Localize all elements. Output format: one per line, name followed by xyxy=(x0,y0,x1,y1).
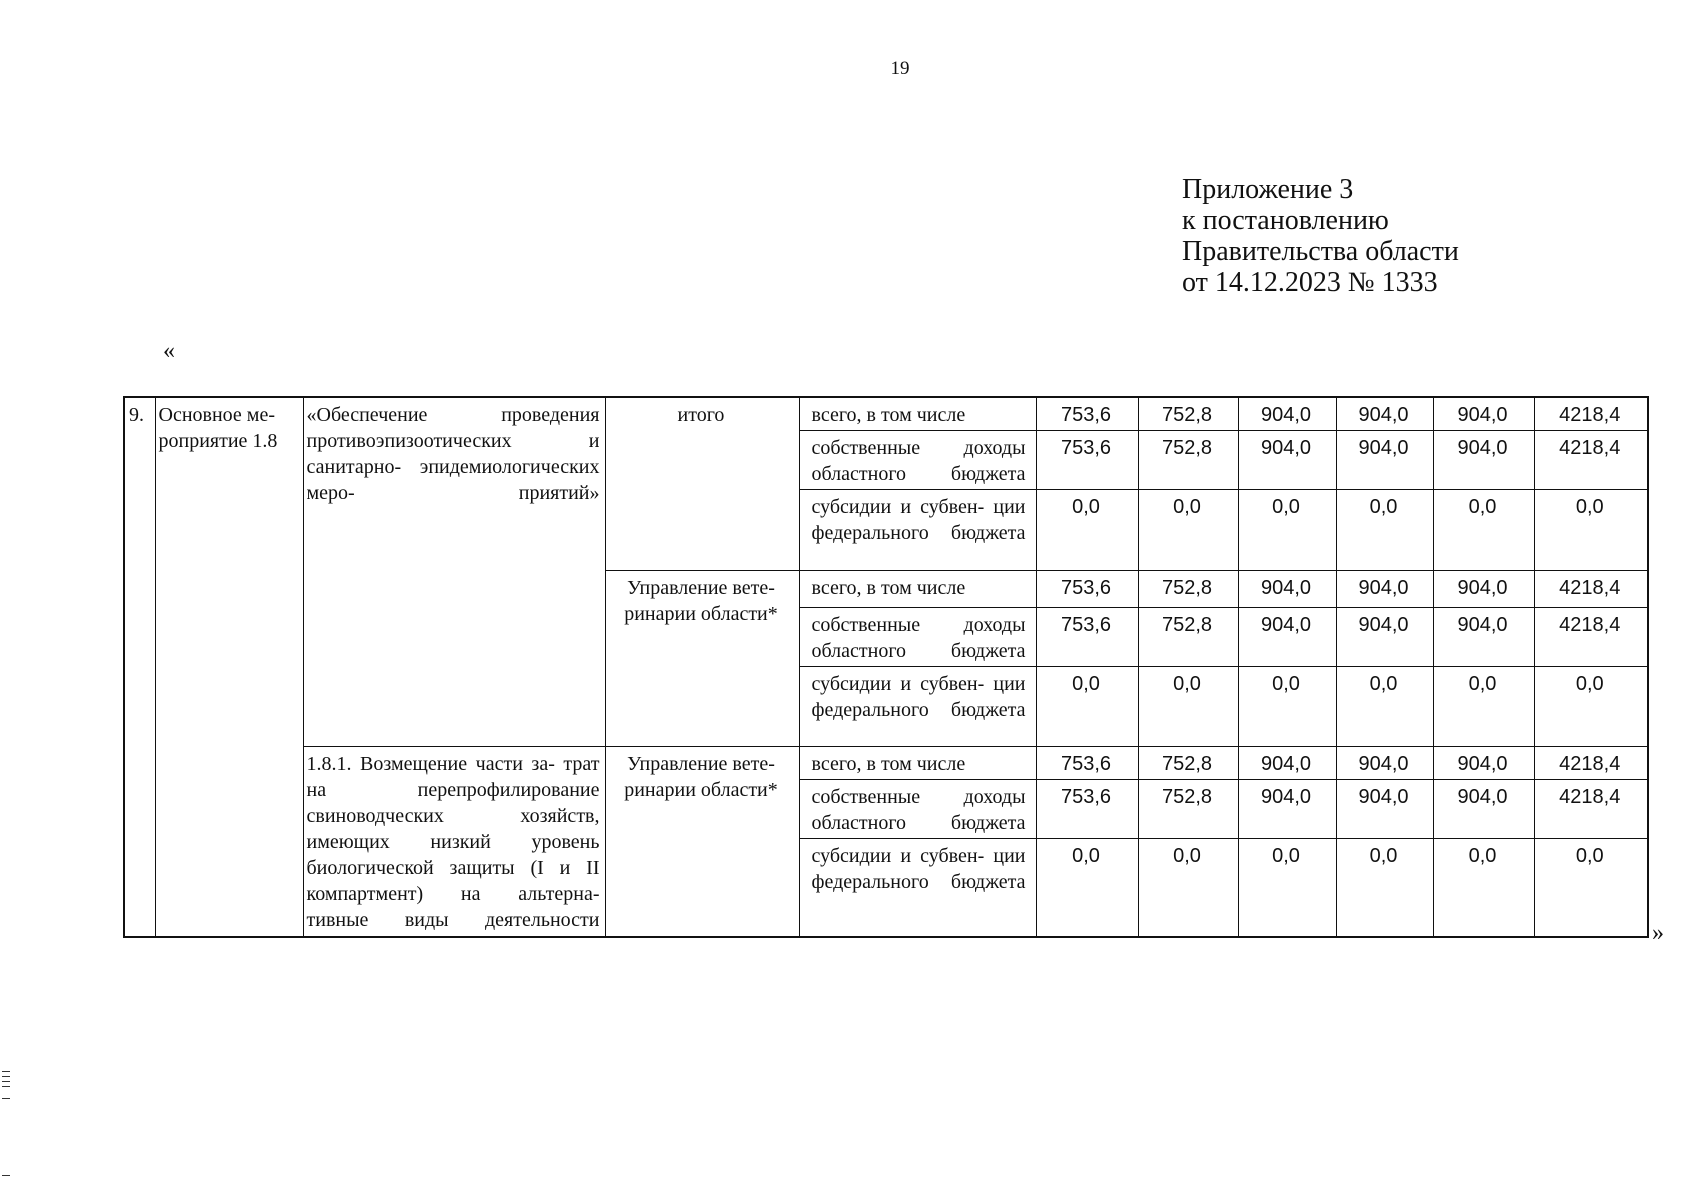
source-own: собственные доходы областного бюджета xyxy=(799,608,1036,667)
margin-tick xyxy=(2,1098,10,1099)
source-total: всего, в том числе xyxy=(799,747,1036,780)
value-cell: 904,0 xyxy=(1336,397,1433,431)
activity-cell: Основное ме- роприятие 1.8 xyxy=(155,397,303,937)
row-number: 9. xyxy=(124,397,155,937)
value-cell: 0,0 xyxy=(1238,490,1336,571)
value-cell: 904,0 xyxy=(1238,431,1336,490)
value-cell: 4218,4 xyxy=(1534,397,1648,431)
value-cell: 0,0 xyxy=(1336,839,1433,937)
margin-tick xyxy=(2,1071,10,1072)
value-cell: 752,8 xyxy=(1138,780,1238,839)
value-cell: 0,0 xyxy=(1534,667,1648,747)
value-cell: 904,0 xyxy=(1238,747,1336,780)
closing-quote: » xyxy=(1652,920,1664,946)
value-cell: 0,0 xyxy=(1433,490,1534,571)
value-cell: 0,0 xyxy=(1433,839,1534,937)
value-cell: 753,6 xyxy=(1036,571,1138,608)
subactivity-name-text: 1.8.1. Возмещение части за- трат на перепрофилирование свиноводческих хозяйств, имеющих низкий уровень биологической защиты (I и II компартмент) на альтерна- тивные виды деятельности xyxy=(306,753,600,931)
value-cell: 752,8 xyxy=(1138,571,1238,608)
executor-total: итого xyxy=(605,397,799,571)
executor-department: Управление вете- ринарии области* xyxy=(605,571,799,747)
value-cell: 904,0 xyxy=(1238,780,1336,839)
value-cell: 753,6 xyxy=(1036,747,1138,780)
value-cell: 904,0 xyxy=(1238,397,1336,431)
source-total: всего, в том числе xyxy=(799,571,1036,608)
value-cell: 0,0 xyxy=(1433,667,1534,747)
value-cell: 0,0 xyxy=(1036,667,1138,747)
value-cell: 0,0 xyxy=(1036,839,1138,937)
source-own: собственные доходы областного бюджета xyxy=(799,780,1036,839)
source-own: собственные доходы областного бюджета xyxy=(799,431,1036,490)
source-federal: субсидии и субвен- ции федерального бюджета xyxy=(799,839,1036,937)
value-cell: 753,6 xyxy=(1036,608,1138,667)
value-cell: 0,0 xyxy=(1138,490,1238,571)
value-cell: 904,0 xyxy=(1433,608,1534,667)
margin-tick xyxy=(2,1175,10,1176)
table-row xyxy=(124,397,1648,431)
appendix-line-3: Правительства области xyxy=(1182,236,1459,267)
subactivity-name xyxy=(303,747,605,937)
value-cell: 752,8 xyxy=(1138,608,1238,667)
funding-table xyxy=(123,396,1649,938)
activity-name-text: «Обеспечение проведения противоэпизоотических и санитарно- эпидемиологических меро- приятий» xyxy=(306,404,600,504)
value-cell: 0,0 xyxy=(1336,667,1433,747)
value-cell: 904,0 xyxy=(1433,431,1534,490)
appendix-header xyxy=(1182,174,1459,298)
appendix-line-4: от 14.12.2023 № 1333 xyxy=(1182,267,1438,298)
value-cell: 904,0 xyxy=(1238,608,1336,667)
value-cell: 0,0 xyxy=(1138,667,1238,747)
value-cell: 4218,4 xyxy=(1534,747,1648,780)
value-cell: 0,0 xyxy=(1534,839,1648,937)
value-cell: 904,0 xyxy=(1336,608,1433,667)
source-total: всего, в том числе xyxy=(799,397,1036,431)
value-cell: 904,0 xyxy=(1433,571,1534,608)
value-cell: 753,6 xyxy=(1036,397,1138,431)
table-row xyxy=(124,747,1648,780)
activity-name xyxy=(303,397,605,747)
value-cell: 904,0 xyxy=(1433,780,1534,839)
value-cell: 0,0 xyxy=(1336,490,1433,571)
value-cell: 904,0 xyxy=(1336,571,1433,608)
value-cell: 904,0 xyxy=(1433,747,1534,780)
margin-tick xyxy=(2,1086,10,1087)
value-cell: 4218,4 xyxy=(1534,608,1648,667)
value-cell: 4218,4 xyxy=(1534,780,1648,839)
appendix-line-2: к постановлению xyxy=(1182,205,1389,236)
executor-department: Управление вете- ринарии области* xyxy=(605,747,799,937)
value-cell: 753,6 xyxy=(1036,780,1138,839)
value-cell: 904,0 xyxy=(1238,571,1336,608)
value-cell: 904,0 xyxy=(1336,780,1433,839)
value-cell: 752,8 xyxy=(1138,431,1238,490)
source-federal: субсидии и субвен- ции федерального бюджета xyxy=(799,667,1036,747)
margin-tick xyxy=(2,1081,10,1082)
value-cell: 753,6 xyxy=(1036,431,1138,490)
page-number: 19 xyxy=(890,58,910,79)
value-cell: 904,0 xyxy=(1336,431,1433,490)
value-cell: 0,0 xyxy=(1138,839,1238,937)
value-cell: 0,0 xyxy=(1238,839,1336,937)
value-cell: 0,0 xyxy=(1036,490,1138,571)
source-federal: субсидии и субвен- ции федерального бюджета xyxy=(799,490,1036,571)
value-cell: 904,0 xyxy=(1433,397,1534,431)
value-cell: 0,0 xyxy=(1534,490,1648,571)
value-cell: 904,0 xyxy=(1336,747,1433,780)
appendix-line-1: Приложение 3 xyxy=(1182,174,1354,205)
value-cell: 752,8 xyxy=(1138,397,1238,431)
opening-quote: « xyxy=(163,338,175,364)
value-cell: 4218,4 xyxy=(1534,571,1648,608)
value-cell: 752,8 xyxy=(1138,747,1238,780)
value-cell: 0,0 xyxy=(1238,667,1336,747)
margin-tick xyxy=(2,1076,10,1077)
value-cell: 4218,4 xyxy=(1534,431,1648,490)
